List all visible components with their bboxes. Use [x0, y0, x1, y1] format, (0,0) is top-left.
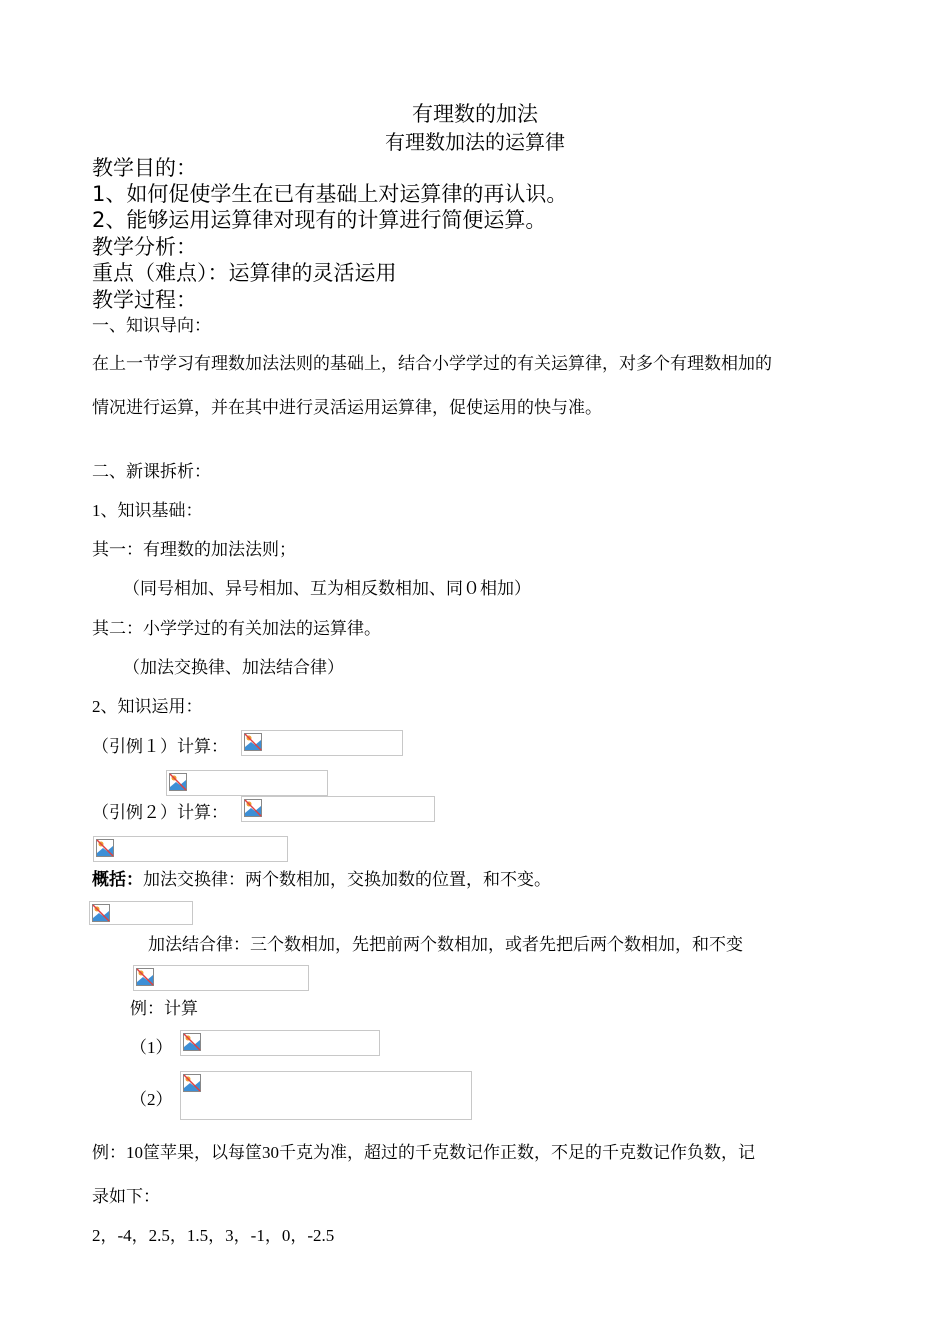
formula-image-example-1-step [166, 770, 328, 796]
summary-line [92, 865, 551, 890]
broken-image-icon [96, 839, 114, 857]
summary-label: 概括： [92, 870, 143, 890]
base-item-2: 其二：小学学过的有关加法的运算律。 [92, 619, 381, 638]
section-1-heading: 一、知识导向： [92, 316, 211, 335]
intro-line-1: 在上一节学习有理数加法法则的基础上，结合小学学过的有关运算律，对多个有理数相加的 [92, 354, 772, 373]
broken-image-icon [169, 773, 187, 791]
formula-image-commutative [89, 901, 193, 925]
section-2-heading: 二、新课拆析： [92, 462, 211, 481]
broken-image-icon [92, 904, 110, 922]
base-item-1-detail: （同号相加、异号相加、互为相反数相加、同０相加） [123, 579, 531, 598]
summary-text: 加法交换律：两个数相加，交换加数的位置，和不变。 [143, 870, 551, 889]
doc-title: 有理数的加法 [412, 102, 538, 126]
doc-subtitle: 有理数加法的运算律 [385, 130, 565, 154]
formula-image-example-2 [241, 796, 435, 822]
intro-line-2: 情况进行运算，并在其中进行灵活运用运算律，促使运用的快与准。 [92, 398, 602, 417]
broken-image-icon [244, 799, 262, 817]
base-item-1: 其一：有理数的加法法则； [92, 540, 296, 559]
base-item-2-detail: （加法交换律、加法结合律） [123, 658, 344, 677]
apple-example-line-1: 例：10筐苹果，以每筐30千克为准，超过的千克数记作正数，不足的千克数记作负数，记 [92, 1143, 755, 1162]
knowledge-base-heading: 1、知识基础： [92, 501, 203, 520]
purpose-item-1: 1、如何促使学生在已有基础上对运算律的再认识。 [92, 182, 568, 206]
calc-2-label: （2） [130, 1090, 173, 1109]
example-2-label: （引例２）计算： [92, 803, 228, 822]
associative-law-text: 加法结合律：三个数相加，先把前两个数相加，或者先把后两个数相加，和不变 [148, 935, 743, 954]
broken-image-icon [183, 1033, 201, 1051]
calc-1-label: （1） [130, 1038, 173, 1057]
formula-image-calc-1 [180, 1030, 380, 1056]
purpose-item-2: 2、能够运用运算律对现有的计算进行简便运算。 [92, 208, 547, 232]
formula-image-example-1 [241, 730, 403, 756]
broken-image-icon [244, 733, 262, 751]
formula-image-calc-2 [180, 1071, 472, 1120]
keypoint-text: 重点（难点）：运算律的灵活运用 [92, 261, 397, 285]
process-heading: 教学过程： [92, 288, 197, 312]
analysis-heading: 教学分析： [92, 235, 197, 259]
purpose-heading: 教学目的： [92, 156, 197, 180]
knowledge-use-heading: 2、知识运用： [92, 697, 203, 716]
apple-values: 2，-4，2.5，1.5，3，-1，0，-2.5 [92, 1226, 335, 1245]
example-calc-label: 例：计算 [130, 999, 198, 1018]
example-1-label: （引例１）计算： [92, 737, 228, 756]
formula-image-example-2-step [93, 836, 288, 862]
broken-image-icon [183, 1074, 201, 1092]
formula-image-associative [133, 965, 309, 991]
apple-example-line-2: 录如下： [92, 1187, 160, 1206]
broken-image-icon [136, 968, 154, 986]
